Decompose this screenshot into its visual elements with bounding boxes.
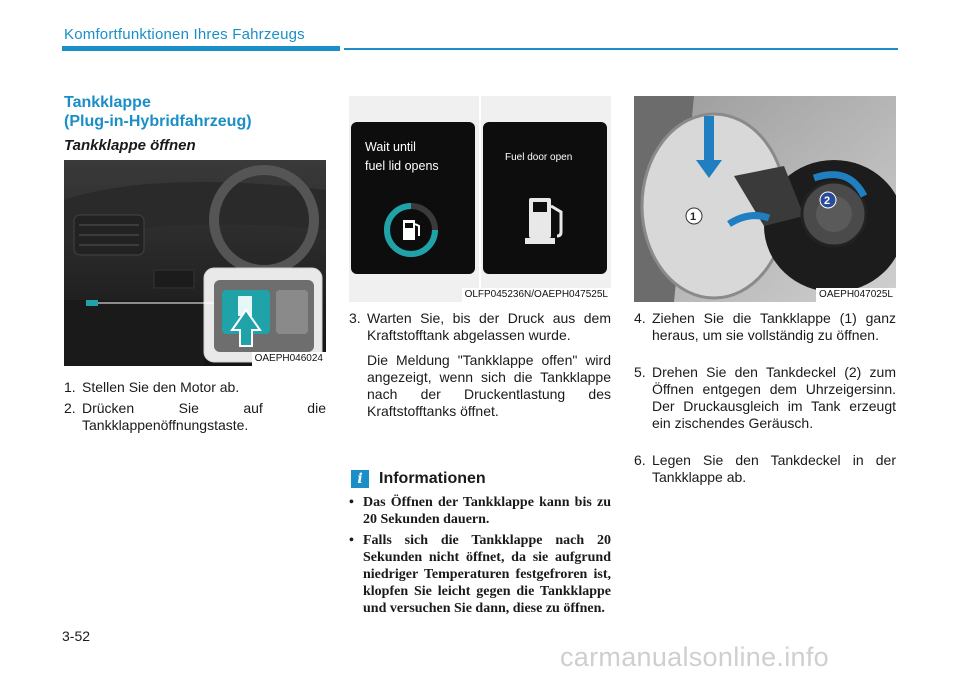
step-text: Legen Sie den Tankdeckel in der Tankklappe ab. xyxy=(652,452,896,485)
dashboard-illustration xyxy=(64,160,326,366)
section-heading-line2: (Plug-in-Hybridfahrzeug) xyxy=(64,113,252,130)
figure-fuel-door xyxy=(634,96,896,302)
step-1 xyxy=(64,379,326,396)
message-panel-open xyxy=(483,122,607,274)
step-number: 6. xyxy=(634,452,646,468)
fuel-pump-icon xyxy=(523,192,571,248)
wait-message-line1: Wait until xyxy=(365,140,416,154)
panel-divider xyxy=(479,96,481,302)
step-text: Warten Sie, bis der Druck aus dem Kraftstofftank abgelassen wurde. xyxy=(367,310,611,343)
progress-fuel-icon xyxy=(381,200,441,260)
bullet-dot: • xyxy=(349,533,354,548)
chapter-title: Komfortfunktionen Ihres Fahrzeugs xyxy=(64,26,305,43)
subsection-heading: Tankklappe öffnen xyxy=(64,137,196,154)
page-number: 3-52 xyxy=(62,628,91,644)
step-note: Die Meldung "Tankklappe offen" wird angezeigt, wenn sich die Tankklappe nach der Druckentlastung des Kraftstofftanks öffnet. xyxy=(367,352,611,419)
section-heading xyxy=(64,93,252,131)
bullet-text: Das Öffnen der Tankklappe kann bis zu 20 Sekunden dauern. xyxy=(363,495,611,527)
door-open-message: Fuel door open xyxy=(505,152,573,163)
step-number: 5. xyxy=(634,364,646,380)
callout-2: 2 xyxy=(824,195,831,207)
step-2 xyxy=(64,400,326,434)
figure-cluster-messages xyxy=(349,96,611,302)
step-5 xyxy=(634,364,896,432)
step-number: 3. xyxy=(349,310,361,326)
step-text: Stellen Sie den Motor ab. xyxy=(82,379,240,395)
header-accent-bar xyxy=(62,46,340,51)
watermark: carmanualsonline.info xyxy=(560,642,829,672)
step-text: Ziehen Sie die Tankklappe (1) ganz heraus, um sie vollständig zu öffnen. xyxy=(652,310,896,343)
message-panel-wait xyxy=(351,122,475,274)
step-text: Drehen Sie den Tankdeckel (2) zum Öffnen entgegen dem Uhrzeigersinn. Der Druckausgleich im Tank erzeugt ein zischendes Geräusch. xyxy=(652,364,896,431)
info-icon: i xyxy=(351,470,369,488)
step-number: 2. xyxy=(64,400,76,416)
figure-caption: OAEPH047025L xyxy=(816,288,896,302)
info-bullet xyxy=(349,494,611,528)
figure-caption: OAEPH046024 xyxy=(252,352,326,366)
step-text: Drücken Sie auf die Tankklappenöffnungstaste. xyxy=(82,400,326,433)
callout-1: 1 xyxy=(690,211,697,223)
bullet-text: Falls sich die Tankklappe nach 20 Sekunden nicht öffnet, da sie aufgrund niedriger Temperaturen festgefroren ist, klopfen Sie leicht gegen die Tankklappe und versuchen Sie dann, diese zu öffnen. xyxy=(363,533,611,616)
header-rule xyxy=(344,48,898,50)
info-title: Informationen xyxy=(379,470,486,487)
bullet-dot: • xyxy=(349,495,354,510)
figure-dashboard-photo xyxy=(64,160,326,366)
fuel-door-illustration xyxy=(634,96,896,302)
info-bullet xyxy=(349,532,611,617)
wait-message-line2: fuel lid opens xyxy=(365,159,439,173)
step-6 xyxy=(634,452,896,486)
step-number: 1. xyxy=(64,379,76,395)
figure-caption: OLFP045236N/OAEPH047525L xyxy=(462,288,611,302)
step-4 xyxy=(634,310,896,344)
step-number: 4. xyxy=(634,310,646,326)
wait-message xyxy=(365,138,439,176)
info-header xyxy=(351,470,486,488)
section-heading-line1: Tankklappe xyxy=(64,94,151,111)
step-3 xyxy=(349,310,611,420)
